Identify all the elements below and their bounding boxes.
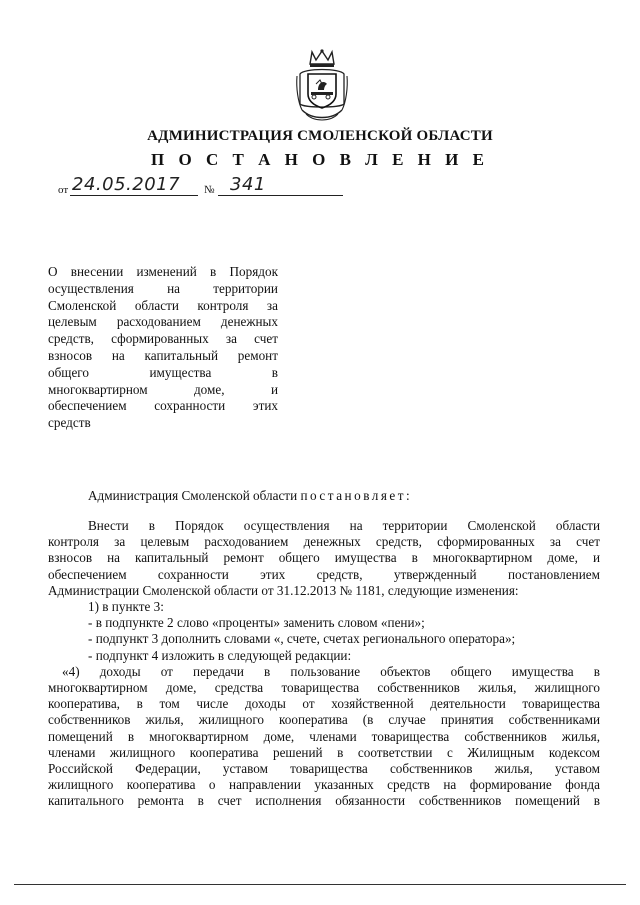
- org-title: АДМИНИСТРАЦИЯ СМОЛЕНСКОЙ ОБЛАСТИ: [147, 128, 493, 144]
- subject-line: общего имущества в: [48, 364, 278, 380]
- document-body: [48, 518, 600, 810]
- body-line: - подпункт 4 изложить в следующей редакции:: [88, 647, 352, 663]
- body-line: обеспечением сохранности этих средств, утвержденный постановлением: [48, 566, 600, 582]
- body-line: многоквартирном доме, средства товарищества собственников жилья, жилищного: [48, 680, 600, 696]
- subject-line: многоквартирном доме, и: [48, 381, 278, 397]
- body-line: кооператива, в том числе доходы от хозяйственной деятельности товарищества: [48, 696, 600, 712]
- body-line: помещений в многоквартирном доме, членами товарищества собственников жилья,: [48, 728, 600, 744]
- subject-line: средств: [48, 415, 91, 431]
- body-line: Внести в Порядок осуществления на территории Смоленской области: [88, 518, 600, 533]
- document-type-title: П О С Т А Н О В Л Е Н И Е: [151, 150, 489, 169]
- handwritten-date: 24.05.2017: [72, 174, 181, 195]
- subject-line: Смоленской области контроля за: [48, 297, 278, 313]
- subject-line: целевым расходованием денежных: [48, 314, 278, 330]
- body-line: капитального ремонта в счет исполнения обязанности собственников помещений в: [48, 793, 600, 809]
- preamble-verb: постановляет:: [300, 488, 413, 503]
- body-line: жилищного кооператива о направлении указанных средств на формирование фонда: [48, 777, 600, 793]
- body-line: «4) доходы от передачи в пользование объектов общего имущества в: [62, 663, 600, 679]
- body-line: Администрации Смоленской области от 31.12.2013 № 1181, следующие изменения:: [48, 582, 519, 598]
- date-prefix: от: [58, 184, 69, 196]
- date-underline: [70, 195, 198, 196]
- body-line: собственников жилья, жилищного кооператива (в случае принятия собственниками: [48, 712, 600, 728]
- body-line: Российской Федерации, уставом товарищества собственников жилья, уставом: [48, 761, 600, 777]
- body-line: взносов на капитальный ремонт общего имущества в многоквартирном доме, и: [48, 550, 600, 566]
- preamble-text: Администрация Смоленской области: [88, 488, 301, 503]
- subject-block: [48, 264, 278, 432]
- number-prefix: №: [204, 184, 215, 196]
- subject-line: осуществления на территории: [48, 280, 278, 296]
- number-underline: [218, 195, 343, 196]
- subject-line: обеспечением сохранности этих: [48, 398, 278, 414]
- body-line: 1) в пункте 3:: [88, 599, 164, 615]
- subject-line: взносов на капитальный ремонт: [48, 347, 278, 363]
- subject-line: О внесении изменений в Порядок: [48, 264, 278, 279]
- preamble: [88, 488, 412, 504]
- subject-line: средств, сформированных за счет: [48, 331, 278, 347]
- footer-rule: [14, 884, 626, 885]
- handwritten-number: 341: [230, 174, 266, 195]
- body-line: контроля за целевым расходованием денежных средств, сформированных за счет: [48, 534, 600, 550]
- body-line: - в подпункте 2 слово «проценты» заменить словом «пени»;: [88, 615, 425, 631]
- body-line: - подпункт 3 дополнить словами «, счете, счетах регионального оператора»;: [88, 631, 516, 647]
- body-line: членами жилищного кооператива решений в соответствии с Жилищным кодексом: [48, 744, 600, 760]
- smolensk-coat-of-arms-icon: [294, 48, 350, 126]
